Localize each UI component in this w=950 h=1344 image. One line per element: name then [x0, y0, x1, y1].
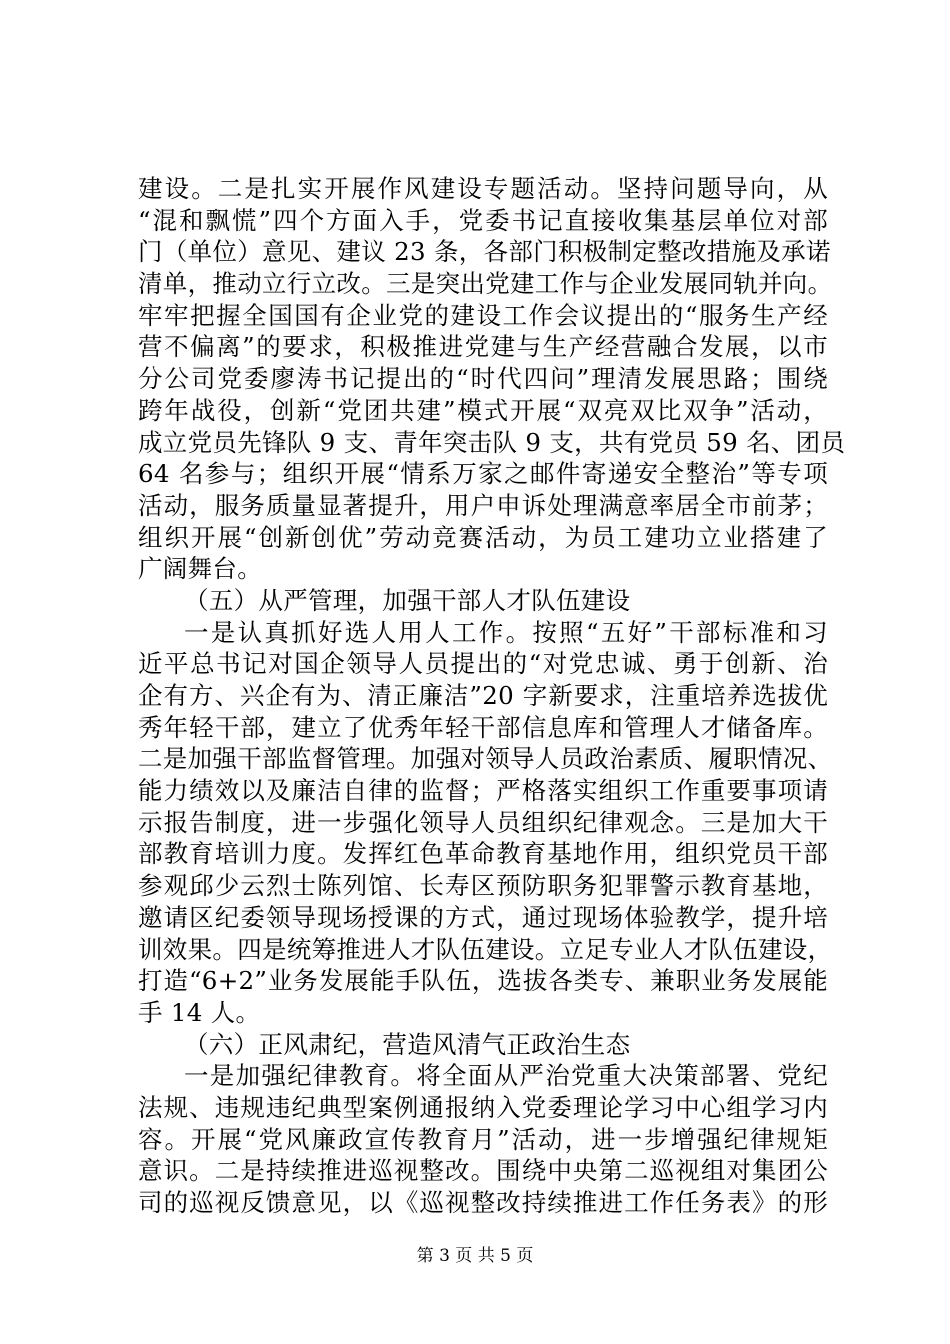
paragraph-line: 64 名参与；组织开展“情系万家之邮件寄递安全整治”等专项: [138, 459, 828, 489]
paragraph-line: 分公司党委廖涛书记提出的“时代四问”理清发展思路；围绕: [138, 364, 828, 394]
paragraph-line: 能力绩效以及廉洁自律的监督；严格落实组织工作重要事项请: [138, 776, 828, 806]
paragraph-line: 容。开展“党风廉政宣传教育月”活动，进一步增强纪律规矩: [138, 1124, 828, 1154]
paragraph-line: 手 14 人。: [138, 997, 261, 1027]
paragraph-line: 示报告制度，进一步强化领导人员组织纪律观念。三是加大干: [138, 807, 828, 837]
paragraph-line: 参观邱少云烈士陈列馆、长寿区预防职务犯罪警示教育基地，: [138, 871, 828, 901]
paragraph-line: 二是加强干部监督管理。加强对领导人员政治素质、履职情况、: [138, 744, 833, 774]
paragraph-line: 成立党员先锋队 9 支、青年突击队 9 支，共有党员 59 名、团员: [138, 427, 846, 457]
paragraph-line: 广阔舞台。: [138, 554, 262, 584]
paragraph-line: 意识。二是持续推进巡视整改。围绕中央第二巡视组对集团公: [138, 1156, 828, 1186]
section-heading: （五）从严管理，加强干部人才队伍建设: [184, 585, 631, 615]
paragraph-line: 邀请区纪委领导现场授课的方式，通过现场体验教学，提升培: [138, 902, 828, 932]
paragraph-line: 牢牢把握全国国有企业党的建设工作会议提出的“服务生产经: [138, 300, 828, 330]
paragraph-line: 司的巡视反馈意见，以《巡视整改持续推进工作任务表》的形: [138, 1188, 828, 1217]
paragraph-line: 企有方、兴企有为、清正廉洁”20 字新要求，注重培养选拔优: [138, 681, 828, 710]
paragraph-line: 法规、违规违纪典型案例通报纳入党委理论学习中心组学习内: [138, 1092, 828, 1122]
paragraph-line: 建设。二是扎实开展作风建设专题活动。坚持问题导向，从: [138, 174, 828, 203]
paragraph-line: 组织开展“创新创优”劳动竞赛活动，为员工建功立业搭建了: [138, 522, 828, 552]
paragraph-line: “混和飘慌”四个方面入手，党委书记直接收集基层单位对部: [138, 205, 828, 235]
paragraph-line: 秀年轻干部，建立了优秀年轻干部信息库和管理人才储备库。: [138, 712, 828, 742]
paragraph-line: 部教育培训力度。发挥红色革命教育基地作用，组织党员干部: [138, 839, 828, 869]
document-body: [138, 173, 846, 1219]
paragraph-line: 门（单位）意见、建议 23 条，各部门积极制定整改措施及承诺: [138, 237, 831, 267]
paragraph-line: 训效果。四是统筹推进人才队伍建设。立足专业人才队伍建设，: [138, 934, 833, 964]
paragraph-line: 营不偏离”的要求，积极推进党建与生产经营融合发展，以市: [138, 332, 828, 362]
paragraph-line: 打造“6+2”业务发展能手队伍，选拔各类专、兼职业务发展能: [138, 966, 828, 996]
paragraph-line: 清单，推动立行立改。三是突出党建工作与企业发展同轨并向。: [138, 269, 833, 299]
paragraph-line: 近平总书记对国企领导人员提出的“对党忠诚、勇于创新、治: [138, 649, 828, 679]
paragraph-line: 一是加强纪律教育。将全面从严治党重大决策部署、党纪: [184, 1061, 828, 1091]
paragraph-line: 一是认真抓好选人用人工作。按照“五好”干部标准和习: [184, 617, 828, 647]
paragraph-line: 跨年战役，创新“党团共建”模式开展“双亮双比双争”活动，: [138, 395, 828, 425]
section-heading: （六）正风肃纪，营造风清气正政治生态: [184, 1029, 631, 1059]
paragraph-line: 活动，服务质量显著提升，用户申诉处理满意率居全市前茅；: [138, 490, 828, 520]
page-footer: 第 3 页 共 5 页: [416, 1246, 534, 1266]
